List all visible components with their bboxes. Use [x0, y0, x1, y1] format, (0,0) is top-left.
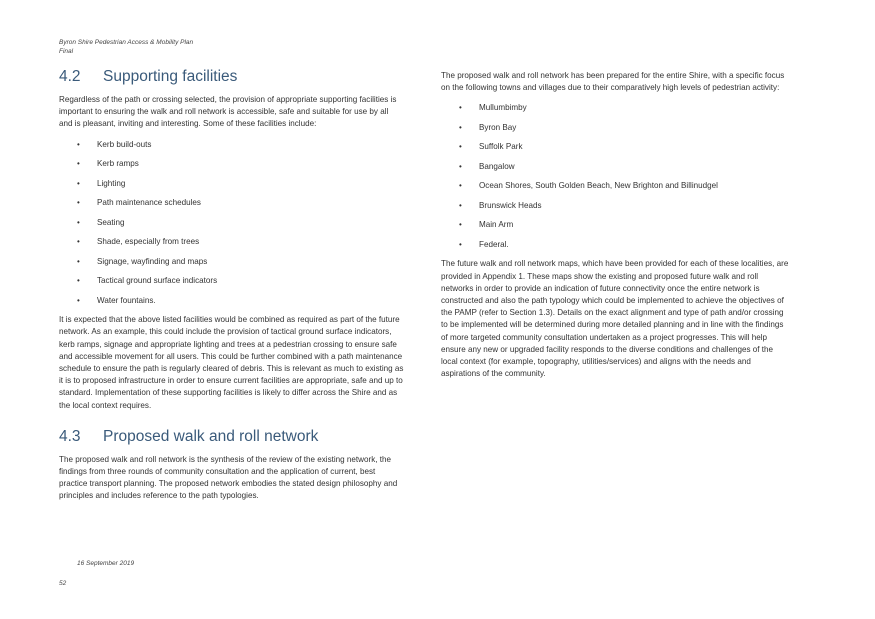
section-4-2-title: Supporting facilities — [103, 68, 238, 85]
list-item: • Main Arm — [459, 220, 514, 230]
section-4-3-intro: The proposed walk and roll network is the synthesis of the review of the existing network, the findings from three rounds of community consultation and the application of current, best practice transport planning. The proposed network embodies the stated design philosophy and principles and includes reference to the path typologies. — [59, 454, 398, 501]
right-column — [441, 70, 791, 380]
list-item: • Signage, wayfinding and maps — [77, 256, 208, 266]
list-item: • Seating — [77, 217, 125, 227]
list-item: • Byron Bay — [459, 122, 517, 132]
section-4-2-heading — [59, 66, 404, 88]
bullet-icon: • — [77, 295, 80, 305]
section-4-3-closing: The future walk and roll network maps, which have been provided for each of these localities, are provided in Appendix 1. These maps show the existing and proposed future walk and roll networks in order to provide an indication of future connectivity once the entire network is constructed and also the path typology which could be implemented to achieve the objectives of the PAMP (refer to Section 1.3). Details on the exact alignment and type of path and/or crossing to be implemented will be determined during more detailed planning and in line with the findings of more targeted community consultation undertaken as a project progresses. This will help ensure any new or upgraded facility responds to the diverse conditions and challenges of the local context (for example, topography, utilities/services) and aligns with the needs and aspirations of the community. — [441, 259, 789, 379]
bullet-icon: • — [77, 276, 80, 286]
list-item: • Suffolk Park — [459, 142, 523, 152]
list-item: • Ocean Shores, South Golden Beach, New Brighton and Billinudgel — [459, 181, 718, 191]
bullet-icon: • — [459, 142, 462, 152]
list-item: • Federal. — [459, 239, 509, 249]
bullet-icon: • — [77, 217, 80, 227]
list-item: • Mullumbimby — [459, 103, 527, 113]
section-4-2-closing: It is expected that the above listed facilities would be combined as required as part of the future network. As an example, this could include the provision of tactical ground surface indicators, kerb ramps, signage and appropriate lighting and trees at a pedestrian crossing to ensure safe and accessible movement for all users. This could be further combined with a path maintenance schedule to ensure the path is regularly cleared of debris. This is relevant as much to existing as it is to proposed infrastructure in order to ensure current facilities are appropriate, safe and up to standard. Implementation of these supporting facilities is likely to differ across the Shire and as the local context requires. — [59, 315, 404, 410]
running-header — [59, 38, 193, 56]
left-column — [59, 66, 404, 503]
section-4-3-heading — [59, 426, 404, 448]
section-4-3-lead: The proposed walk and roll network has been prepared for the entire Shire, with a specific focus on the following towns and villages due to their comparatively high levels of pedestrian activity: — [441, 71, 785, 93]
section-4-2-number: 4.2 — [59, 68, 81, 85]
bullet-icon: • — [77, 178, 80, 188]
list-item: • Tactical ground surface indicators — [77, 276, 218, 286]
list-item: • Shade, especially from trees — [77, 237, 200, 247]
bullet-icon: • — [459, 239, 462, 249]
bullet-icon: • — [77, 256, 80, 266]
bullet-icon: • — [459, 220, 462, 230]
header-status: Final — [59, 48, 74, 55]
bullet-icon: • — [77, 237, 80, 247]
bullet-icon: • — [459, 161, 462, 171]
section-4-3-number: 4.3 — [59, 427, 81, 445]
list-item: • Water fountains. — [77, 295, 156, 305]
list-item: • Path maintenance schedules — [77, 198, 201, 208]
section-4-3-title: Proposed walk and roll network — [103, 427, 319, 445]
list-item: • Brunswick Heads — [459, 200, 542, 210]
bullet-icon: • — [459, 181, 462, 191]
bullet-icon: • — [77, 139, 80, 149]
facilities-list — [59, 139, 404, 315]
page-number: 52 — [59, 580, 67, 587]
bullet-icon: • — [459, 122, 462, 132]
section-4-2-intro: Regardless of the path or crossing selected, the provision of appropriate supporting facilities is important to ensuring the walk and roll network is accessible, safe and suitable for use by all and is pleasant, inviting and interesting. Some of these facilities include: — [59, 95, 397, 129]
list-item: • Kerb build-outs — [77, 139, 152, 149]
list-item: • Kerb ramps — [77, 159, 139, 169]
header-doc-title: Byron Shire Pedestrian Access & Mobility Plan — [59, 39, 194, 46]
list-item: • Lighting — [77, 178, 126, 188]
bullet-icon: • — [77, 198, 80, 208]
footer-date: 16 September 2019 — [77, 560, 135, 567]
bullet-icon: • — [459, 103, 462, 113]
list-item: • Bangalow — [459, 161, 515, 171]
bullet-icon: • — [459, 200, 462, 210]
bullet-icon: • — [77, 159, 80, 169]
towns-list — [441, 102, 791, 258]
